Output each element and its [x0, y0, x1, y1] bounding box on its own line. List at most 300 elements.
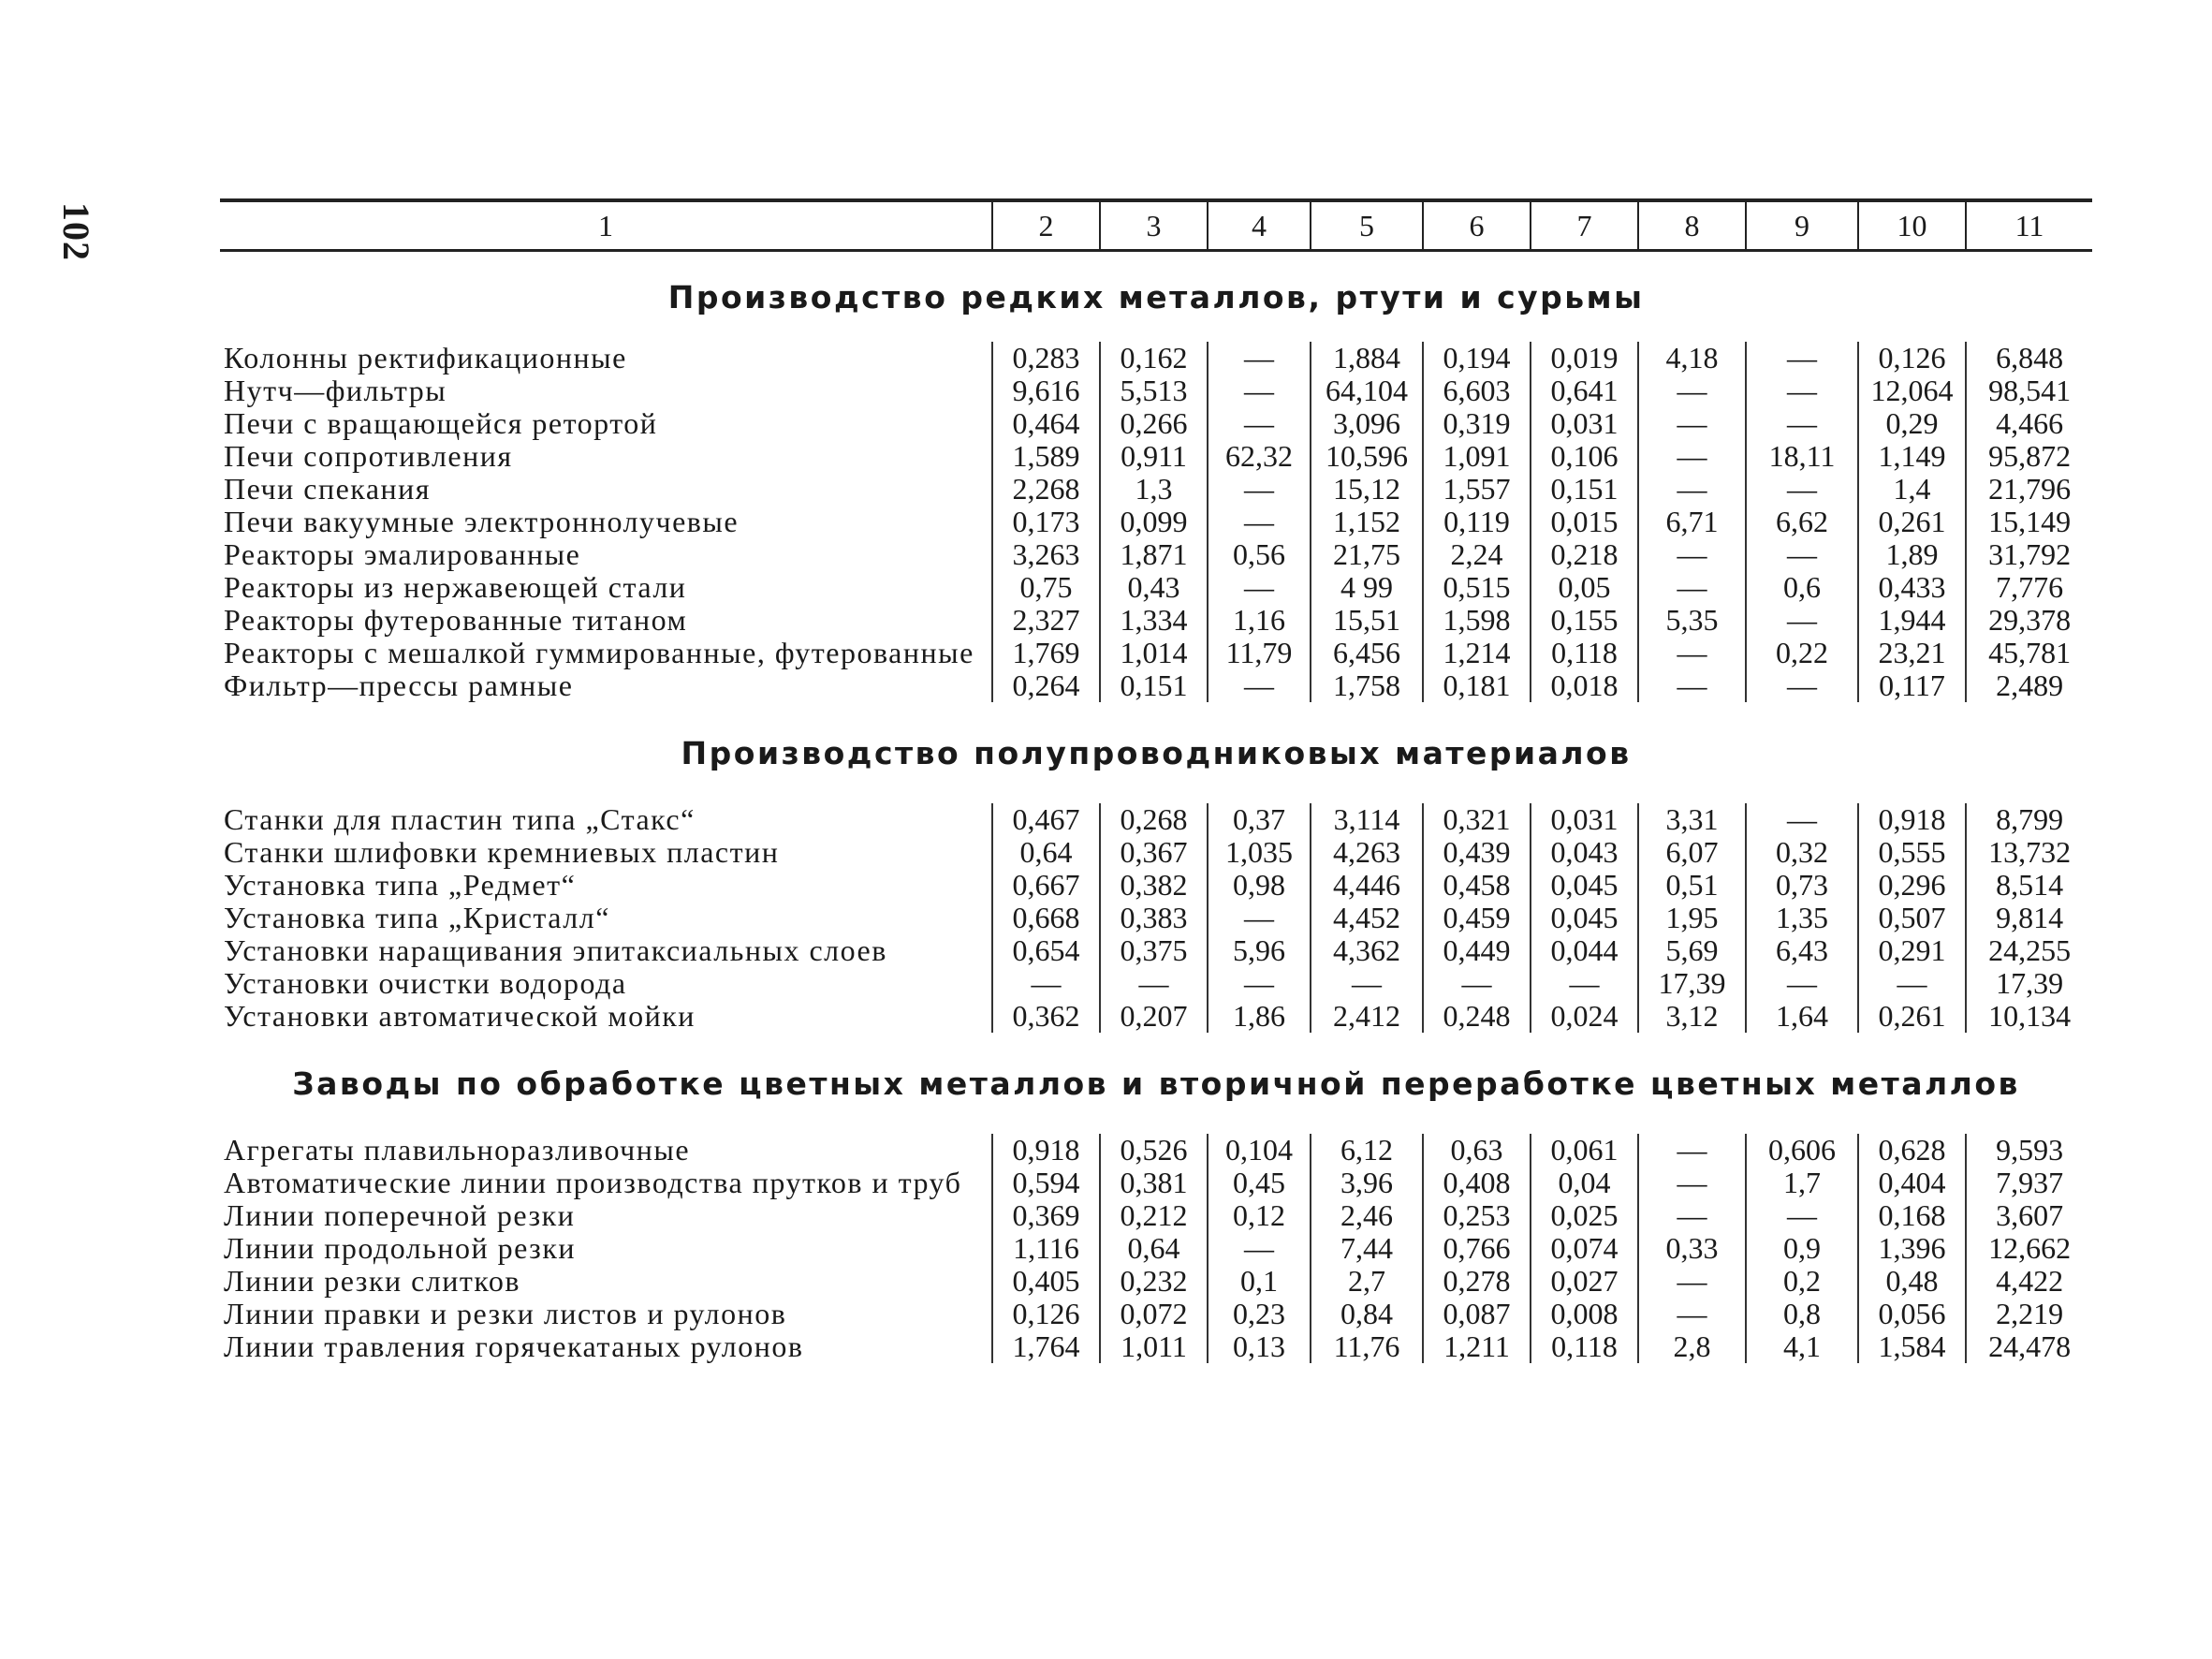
cell-col-2: 0,75 — [992, 571, 1100, 604]
cell-col-6: 1,557 — [1423, 473, 1531, 506]
cell-col-11: 17,39 — [1966, 967, 2092, 1000]
cell-col-7: 0,027 — [1531, 1265, 1638, 1298]
cell-col-3: 0,232 — [1100, 1265, 1208, 1298]
cell-col-7: — — [1531, 967, 1638, 1000]
cell-col-9: 18,11 — [1746, 440, 1858, 473]
row-label: Агрегаты плавильноразливочные — [224, 1133, 691, 1167]
cell-col-9: 6,43 — [1746, 934, 1858, 967]
cell-col-3: 0,207 — [1100, 1000, 1208, 1033]
cell-col-7: 0,04 — [1531, 1167, 1638, 1199]
cell-col-11: 8,799 — [1966, 803, 2092, 836]
cell-col-3: 0,151 — [1100, 669, 1208, 702]
cell-col-4: — — [1208, 967, 1311, 1000]
cell-col-7: 0,045 — [1531, 902, 1638, 934]
cell-col-6: 0,408 — [1423, 1167, 1531, 1199]
cell-col-6: 0,278 — [1423, 1265, 1531, 1298]
cell-col-2: 0,173 — [992, 506, 1100, 538]
row-label: Реакторы из нержавеющей стали — [224, 570, 687, 604]
cell-col-3: 1,014 — [1100, 637, 1208, 669]
column-header-row — [220, 202, 2092, 249]
table-row — [220, 934, 2092, 967]
cell-col-5: 15,51 — [1311, 604, 1423, 637]
cell-col-4: — — [1208, 902, 1311, 934]
cell-col-9: 0,606 — [1746, 1134, 1858, 1167]
cell-col-5: 15,12 — [1311, 473, 1423, 506]
column-header-7: 7 — [1531, 202, 1638, 249]
row-label: Линии резки слитков — [224, 1264, 520, 1298]
cell-col-5: 2,46 — [1311, 1199, 1423, 1232]
table-row — [220, 1000, 2092, 1033]
cell-col-3: 0,099 — [1100, 506, 1208, 538]
cell-col-11: 29,378 — [1966, 604, 2092, 637]
table-row — [220, 902, 2092, 934]
cell-col-11: 6,848 — [1966, 342, 2092, 374]
table-row — [220, 374, 2092, 407]
cell-col-8: — — [1638, 440, 1746, 473]
table-row — [220, 669, 2092, 702]
cell-col-7: 0,218 — [1531, 538, 1638, 571]
cell-col-2: 0,369 — [992, 1199, 1100, 1232]
cell-col-5: 4,446 — [1311, 869, 1423, 902]
cell-col-10: 0,507 — [1858, 902, 1966, 934]
cell-col-7: 0,008 — [1531, 1298, 1638, 1330]
cell-col-10: 0,918 — [1858, 803, 1966, 836]
row-label: Установки очистки водорода — [224, 966, 627, 1000]
cell-col-4: 5,96 — [1208, 934, 1311, 967]
cell-col-3: 0,911 — [1100, 440, 1208, 473]
cell-col-7: 0,031 — [1531, 407, 1638, 440]
table-row — [220, 1134, 2092, 1167]
cell-col-5: 4,362 — [1311, 934, 1423, 967]
cell-col-8: — — [1638, 407, 1746, 440]
cell-col-9: 1,64 — [1746, 1000, 1858, 1033]
table-row — [220, 1298, 2092, 1330]
cell-col-5: 3,096 — [1311, 407, 1423, 440]
cell-col-2: 1,769 — [992, 637, 1100, 669]
cell-col-4: — — [1208, 473, 1311, 506]
table-row — [220, 967, 2092, 1000]
cell-col-3: 0,526 — [1100, 1134, 1208, 1167]
table-row — [220, 506, 2092, 538]
table-row — [220, 869, 2092, 902]
cell-col-8: — — [1638, 637, 1746, 669]
table-row — [220, 407, 2092, 440]
cell-col-2: 0,918 — [992, 1134, 1100, 1167]
row-label: Нутч—фильтры — [224, 374, 447, 407]
cell-col-3: 0,383 — [1100, 902, 1208, 934]
cell-col-11: 7,776 — [1966, 571, 2092, 604]
column-header-11: 11 — [1966, 202, 2092, 249]
cell-col-5: 11,76 — [1311, 1330, 1423, 1363]
cell-col-3: 0,212 — [1100, 1199, 1208, 1232]
cell-col-9: — — [1746, 342, 1858, 374]
cell-col-7: 0,024 — [1531, 1000, 1638, 1033]
cell-col-3: 0,266 — [1100, 407, 1208, 440]
cell-col-8: 1,95 — [1638, 902, 1746, 934]
table-row — [220, 1330, 2092, 1363]
row-label: Реакторы футерованные титаном — [224, 603, 688, 637]
cell-col-10: 0,48 — [1858, 1265, 1966, 1298]
cell-col-4: — — [1208, 407, 1311, 440]
cell-col-5: 1,152 — [1311, 506, 1423, 538]
cell-col-4: 0,45 — [1208, 1167, 1311, 1199]
cell-col-5: 21,75 — [1311, 538, 1423, 571]
cell-col-5: 4,263 — [1311, 836, 1423, 869]
cell-col-2: 0,594 — [992, 1167, 1100, 1199]
cell-col-9: 0,9 — [1746, 1232, 1858, 1265]
cell-col-6: 0,181 — [1423, 669, 1531, 702]
cell-col-6: 0,253 — [1423, 1199, 1531, 1232]
cell-col-10: 12,064 — [1858, 374, 1966, 407]
cell-col-6: 0,515 — [1423, 571, 1531, 604]
cell-col-6: 1,598 — [1423, 604, 1531, 637]
cell-col-2: 0,467 — [992, 803, 1100, 836]
cell-col-11: 4,466 — [1966, 407, 2092, 440]
cell-col-7: 0,151 — [1531, 473, 1638, 506]
cell-col-8: 17,39 — [1638, 967, 1746, 1000]
cell-col-11: 31,792 — [1966, 538, 2092, 571]
cell-col-9: 0,2 — [1746, 1265, 1858, 1298]
cell-col-2: 2,268 — [992, 473, 1100, 506]
column-header-6: 6 — [1423, 202, 1531, 249]
cell-col-8: — — [1638, 374, 1746, 407]
cell-col-10: — — [1858, 967, 1966, 1000]
cell-col-6: 0,458 — [1423, 869, 1531, 902]
cell-col-2: 0,667 — [992, 869, 1100, 902]
cell-col-3: 0,367 — [1100, 836, 1208, 869]
cell-col-4: — — [1208, 506, 1311, 538]
row-label: Линии продольной резки — [224, 1231, 576, 1265]
cell-col-6: 0,766 — [1423, 1232, 1531, 1265]
cell-col-10: 1,396 — [1858, 1232, 1966, 1265]
cell-col-9: — — [1746, 473, 1858, 506]
cell-col-7: 0,118 — [1531, 637, 1638, 669]
cell-col-9: 0,22 — [1746, 637, 1858, 669]
cell-col-6: 0,319 — [1423, 407, 1531, 440]
cell-col-8: — — [1638, 1199, 1746, 1232]
row-label: Установки наращивания эпитаксиальных слоев — [224, 933, 887, 967]
cell-col-8: 3,31 — [1638, 803, 1746, 836]
cell-col-4: 0,37 — [1208, 803, 1311, 836]
row-label: Линии правки и резки листов и рулонов — [224, 1297, 787, 1330]
cell-col-7: 0,106 — [1531, 440, 1638, 473]
cell-col-6: 0,439 — [1423, 836, 1531, 869]
cell-col-11: 21,796 — [1966, 473, 2092, 506]
cell-col-9: — — [1746, 803, 1858, 836]
cell-col-7: 0,044 — [1531, 934, 1638, 967]
column-header-4: 4 — [1208, 202, 1311, 249]
cell-col-7: 0,155 — [1531, 604, 1638, 637]
table-row — [220, 803, 2092, 836]
cell-col-4: — — [1208, 669, 1311, 702]
row-label: Линии поперечной резки — [224, 1198, 576, 1232]
cell-col-2: 1,589 — [992, 440, 1100, 473]
data-table-body — [220, 252, 2092, 1363]
cell-col-7: 0,019 — [1531, 342, 1638, 374]
row-label: Станки шлифовки кремниевых пластин — [224, 835, 780, 869]
cell-col-3: 1,011 — [1100, 1330, 1208, 1363]
cell-col-8: — — [1638, 571, 1746, 604]
column-header-9: 9 — [1746, 202, 1858, 249]
row-label: Реакторы эмалированные — [224, 537, 581, 571]
cell-col-6: 0,119 — [1423, 506, 1531, 538]
cell-col-4: 1,035 — [1208, 836, 1311, 869]
column-header-5: 5 — [1311, 202, 1423, 249]
cell-col-2: 2,327 — [992, 604, 1100, 637]
cell-col-2: 0,405 — [992, 1265, 1100, 1298]
cell-col-5: 10,596 — [1311, 440, 1423, 473]
column-header-2: 2 — [992, 202, 1100, 249]
cell-col-3: 0,382 — [1100, 869, 1208, 902]
cell-col-2: 0,668 — [992, 902, 1100, 934]
table-row — [220, 342, 2092, 374]
cell-col-7: 0,025 — [1531, 1199, 1638, 1232]
cell-col-4: 0,104 — [1208, 1134, 1311, 1167]
cell-col-4: — — [1208, 571, 1311, 604]
cell-col-2: 0,654 — [992, 934, 1100, 967]
cell-col-4: 11,79 — [1208, 637, 1311, 669]
cell-col-9: — — [1746, 538, 1858, 571]
cell-col-9: — — [1746, 669, 1858, 702]
row-label: Установки автоматической мойки — [224, 999, 696, 1033]
cell-col-11: 9,593 — [1966, 1134, 2092, 1167]
cell-col-6: 1,211 — [1423, 1330, 1531, 1363]
cell-col-11: 3,607 — [1966, 1199, 2092, 1232]
column-header-8: 8 — [1638, 202, 1746, 249]
cell-col-9: 0,8 — [1746, 1298, 1858, 1330]
cell-col-10: 1,944 — [1858, 604, 1966, 637]
table-row — [220, 1199, 2092, 1232]
cell-col-10: 0,261 — [1858, 1000, 1966, 1033]
cell-col-11: 45,781 — [1966, 637, 2092, 669]
cell-col-2: 0,126 — [992, 1298, 1100, 1330]
cell-col-10: 23,21 — [1858, 637, 1966, 669]
cell-col-4: — — [1208, 374, 1311, 407]
cell-col-3: 0,072 — [1100, 1298, 1208, 1330]
row-label: Печи спекания — [224, 472, 431, 506]
page-number: 102 — [55, 202, 97, 261]
cell-col-6: 0,449 — [1423, 934, 1531, 967]
cell-col-5: 1,884 — [1311, 342, 1423, 374]
cell-col-2: 0,362 — [992, 1000, 1100, 1033]
table-row — [220, 604, 2092, 637]
cell-col-11: 8,514 — [1966, 869, 2092, 902]
cell-col-5: 1,758 — [1311, 669, 1423, 702]
row-label: Фильтр—прессы рамные — [224, 668, 574, 702]
cell-col-11: 95,872 — [1966, 440, 2092, 473]
cell-col-11: 10,134 — [1966, 1000, 2092, 1033]
cell-col-3: 1,334 — [1100, 604, 1208, 637]
cell-col-2: — — [992, 967, 1100, 1000]
cell-col-5: 4 99 — [1311, 571, 1423, 604]
cell-col-6: 0,194 — [1423, 342, 1531, 374]
cell-col-6: 0,321 — [1423, 803, 1531, 836]
cell-col-2: 0,464 — [992, 407, 1100, 440]
cell-col-9: 1,7 — [1746, 1167, 1858, 1199]
table-row — [220, 440, 2092, 473]
cell-col-10: 0,168 — [1858, 1199, 1966, 1232]
cell-col-4: 1,86 — [1208, 1000, 1311, 1033]
cell-col-10: 0,628 — [1858, 1134, 1966, 1167]
cell-col-2: 3,263 — [992, 538, 1100, 571]
cell-col-10: 0,056 — [1858, 1298, 1966, 1330]
cell-col-2: 0,64 — [992, 836, 1100, 869]
cell-col-6: 2,24 — [1423, 538, 1531, 571]
cell-col-3: 0,375 — [1100, 934, 1208, 967]
cell-col-3: 0,381 — [1100, 1167, 1208, 1199]
cell-col-8: — — [1638, 1134, 1746, 1167]
cell-col-10: 1,89 — [1858, 538, 1966, 571]
cell-col-3: 5,513 — [1100, 374, 1208, 407]
cell-col-9: 4,1 — [1746, 1330, 1858, 1363]
cell-col-3: 1,3 — [1100, 473, 1208, 506]
cell-col-8: 3,12 — [1638, 1000, 1746, 1033]
section-title: Заводы по обработке цветных металлов и вторичной переработке цветных металлов — [292, 1064, 2020, 1102]
cell-col-8: 0,51 — [1638, 869, 1746, 902]
cell-col-6: 0,63 — [1423, 1134, 1531, 1167]
row-label: Автоматические линии производства прутков и труб — [224, 1166, 962, 1199]
cell-col-7: 0,641 — [1531, 374, 1638, 407]
cell-col-8: — — [1638, 1265, 1746, 1298]
column-header-3: 3 — [1100, 202, 1208, 249]
section-title: Производство редких металлов, ртути и сурьмы — [667, 278, 1645, 316]
cell-col-2: 9,616 — [992, 374, 1100, 407]
section-heading-row — [220, 1033, 2092, 1134]
cell-col-6: — — [1423, 967, 1531, 1000]
cell-col-4: 62,32 — [1208, 440, 1311, 473]
row-label: Колонны ректификационные — [224, 341, 627, 374]
cell-col-3: 1,871 — [1100, 538, 1208, 571]
table-row — [220, 473, 2092, 506]
cell-col-8: 4,18 — [1638, 342, 1746, 374]
cell-col-3: 0,43 — [1100, 571, 1208, 604]
cell-col-7: 0,061 — [1531, 1134, 1638, 1167]
row-label: Печи сопротивления — [224, 439, 513, 473]
cell-col-9: 6,62 — [1746, 506, 1858, 538]
cell-col-5: 3,114 — [1311, 803, 1423, 836]
cell-col-8: — — [1638, 1167, 1746, 1199]
cell-col-4: 0,23 — [1208, 1298, 1311, 1330]
cell-col-5: 3,96 — [1311, 1167, 1423, 1199]
cell-col-8: 0,33 — [1638, 1232, 1746, 1265]
table-row — [220, 1167, 2092, 1199]
cell-col-7: 0,015 — [1531, 506, 1638, 538]
cell-col-4: — — [1208, 342, 1311, 374]
table-row — [220, 1265, 2092, 1298]
cell-col-2: 0,283 — [992, 342, 1100, 374]
cell-col-8: — — [1638, 473, 1746, 506]
cell-col-2: 1,764 — [992, 1330, 1100, 1363]
cell-col-6: 1,091 — [1423, 440, 1531, 473]
cell-col-8: 6,07 — [1638, 836, 1746, 869]
cell-col-7: 0,05 — [1531, 571, 1638, 604]
table-row — [220, 1232, 2092, 1265]
cell-col-6: 1,214 — [1423, 637, 1531, 669]
row-label: Установка типа „Кристалл“ — [224, 901, 610, 934]
cell-col-5: 7,44 — [1311, 1232, 1423, 1265]
cell-col-10: 0,296 — [1858, 869, 1966, 902]
cell-col-10: 0,555 — [1858, 836, 1966, 869]
cell-col-2: 0,264 — [992, 669, 1100, 702]
cell-col-4: 0,1 — [1208, 1265, 1311, 1298]
column-header-1: 1 — [598, 208, 613, 242]
row-label: Установка типа „Редмет“ — [224, 868, 577, 902]
cell-col-9: — — [1746, 967, 1858, 1000]
cell-col-5: 4,452 — [1311, 902, 1423, 934]
cell-col-8: — — [1638, 669, 1746, 702]
cell-col-7: 0,045 — [1531, 869, 1638, 902]
cell-col-8: 5,69 — [1638, 934, 1746, 967]
cell-col-11: 12,662 — [1966, 1232, 2092, 1265]
cell-col-10: 0,261 — [1858, 506, 1966, 538]
cell-col-10: 0,433 — [1858, 571, 1966, 604]
cell-col-10: 1,4 — [1858, 473, 1966, 506]
cell-col-4: 0,56 — [1208, 538, 1311, 571]
cell-col-11: 4,422 — [1966, 1265, 2092, 1298]
data-table-area — [220, 198, 2092, 1363]
cell-col-10: 0,126 — [1858, 342, 1966, 374]
table-row — [220, 538, 2092, 571]
column-header-10: 10 — [1858, 202, 1966, 249]
cell-col-3: 0,162 — [1100, 342, 1208, 374]
row-label: Печи вакуумные электроннолучевые — [224, 505, 740, 538]
section-heading-row — [220, 702, 2092, 803]
section-title: Производство полупроводниковых материалов — [681, 734, 1632, 771]
cell-col-5: 2,7 — [1311, 1265, 1423, 1298]
cell-col-7: 0,043 — [1531, 836, 1638, 869]
cell-col-4: 1,16 — [1208, 604, 1311, 637]
table-row — [220, 836, 2092, 869]
cell-col-10: 0,29 — [1858, 407, 1966, 440]
cell-col-5: — — [1311, 967, 1423, 1000]
row-label: Линии травления горячекатаных рулонов — [224, 1329, 804, 1363]
cell-col-6: 0,459 — [1423, 902, 1531, 934]
cell-col-3: 0,268 — [1100, 803, 1208, 836]
cell-col-4: — — [1208, 1232, 1311, 1265]
cell-col-4: 0,13 — [1208, 1330, 1311, 1363]
cell-col-5: 64,104 — [1311, 374, 1423, 407]
section-heading-row — [220, 252, 2092, 342]
cell-col-11: 2,489 — [1966, 669, 2092, 702]
table-row — [220, 571, 2092, 604]
cell-col-5: 6,456 — [1311, 637, 1423, 669]
cell-col-9: 0,73 — [1746, 869, 1858, 902]
cell-col-4: 0,12 — [1208, 1199, 1311, 1232]
cell-col-6: 6,603 — [1423, 374, 1531, 407]
cell-col-5: 6,12 — [1311, 1134, 1423, 1167]
row-label: Печи с вращающейся ретортой — [224, 406, 658, 440]
cell-col-9: 1,35 — [1746, 902, 1858, 934]
cell-col-10: 0,404 — [1858, 1167, 1966, 1199]
cell-col-11: 13,732 — [1966, 836, 2092, 869]
cell-col-8: 6,71 — [1638, 506, 1746, 538]
cell-col-9: 0,6 — [1746, 571, 1858, 604]
table-row — [220, 637, 2092, 669]
cell-col-7: 0,018 — [1531, 669, 1638, 702]
cell-col-9: 0,32 — [1746, 836, 1858, 869]
cell-col-8: 5,35 — [1638, 604, 1746, 637]
cell-col-9: — — [1746, 407, 1858, 440]
cell-col-6: 0,087 — [1423, 1298, 1531, 1330]
cell-col-11: 15,149 — [1966, 506, 2092, 538]
cell-col-2: 1,116 — [992, 1232, 1100, 1265]
cell-col-5: 0,84 — [1311, 1298, 1423, 1330]
cell-col-8: — — [1638, 1298, 1746, 1330]
cell-col-4: 0,98 — [1208, 869, 1311, 902]
cell-col-10: 1,584 — [1858, 1330, 1966, 1363]
cell-col-9: — — [1746, 1199, 1858, 1232]
row-label: Реакторы с мешалкой гуммированные, футерованные — [224, 636, 974, 669]
